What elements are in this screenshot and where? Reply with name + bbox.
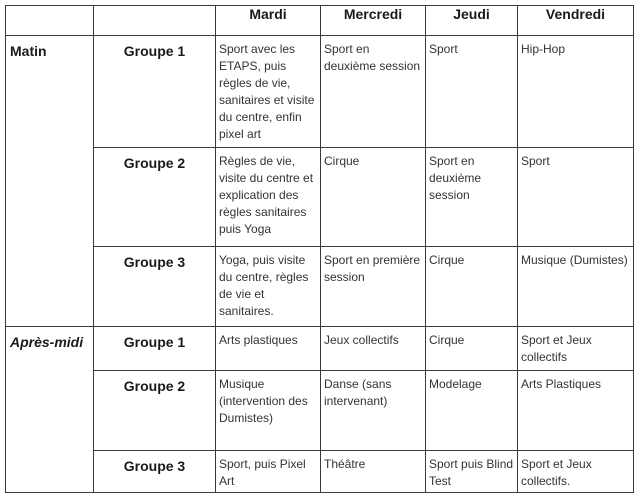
- activity-cell: Cirque: [321, 148, 426, 247]
- group-label: Groupe 2: [94, 371, 216, 451]
- table-row: [6, 148, 634, 247]
- table-row: [6, 451, 634, 493]
- day-header-jeudi: Jeudi: [426, 6, 518, 36]
- activity-cell: Sport avec les ETAPS, puis règles de vie, sanitaires et visite du centre, enfin pixel art: [216, 36, 321, 148]
- activity-cell: Cirque: [426, 327, 518, 371]
- table-row: [6, 247, 634, 327]
- activity-cell: Sport en deuxième session: [321, 36, 426, 148]
- empty-corner-cell: [6, 6, 94, 36]
- activity-cell: Jeux collectifs: [321, 327, 426, 371]
- activity-cell: Arts plastiques: [216, 327, 321, 371]
- activity-cell: Sport et Jeux collectifs.: [518, 451, 634, 493]
- group-label: Groupe 2: [94, 148, 216, 247]
- day-header-mercredi: Mercredi: [321, 6, 426, 36]
- activity-cell: Sport puis Blind Test: [426, 451, 518, 493]
- group-label: Groupe 1: [94, 36, 216, 148]
- period-label-matin: Matin: [6, 36, 94, 327]
- empty-group-header-cell: [94, 6, 216, 36]
- activity-cell: Sport et Jeux collectifs: [518, 327, 634, 371]
- activity-cell: Règles de vie, visite du centre et explication des règles sanitaires puis Yoga: [216, 148, 321, 247]
- group-label: Groupe 3: [94, 451, 216, 493]
- activity-cell: Sport en première session: [321, 247, 426, 327]
- header-row: [6, 6, 634, 36]
- activity-cell: Arts Plastiques: [518, 371, 634, 451]
- group-label: Groupe 3: [94, 247, 216, 327]
- day-header-vendredi: Vendredi: [518, 6, 634, 36]
- activity-cell: Danse (sans intervenant): [321, 371, 426, 451]
- activity-cell: Modelage: [426, 371, 518, 451]
- activity-cell: Hip-Hop: [518, 36, 634, 148]
- activity-cell: Sport: [426, 36, 518, 148]
- group-label: Groupe 1: [94, 327, 216, 371]
- activity-cell: Théâtre: [321, 451, 426, 493]
- activity-cell: Sport en deuxième session: [426, 148, 518, 247]
- activity-cell: Sport, puis Pixel Art: [216, 451, 321, 493]
- schedule-table: [5, 5, 634, 493]
- activity-cell: Musique (intervention des Dumistes): [216, 371, 321, 451]
- table-row: [6, 36, 634, 148]
- table-row: [6, 327, 634, 371]
- table-row: [6, 371, 634, 451]
- day-header-mardi: Mardi: [216, 6, 321, 36]
- activity-cell: Musique (Dumistes): [518, 247, 634, 327]
- activity-cell: Cirque: [426, 247, 518, 327]
- activity-cell: Sport: [518, 148, 634, 247]
- period-label-apres-midi: Après-midi: [6, 327, 94, 493]
- activity-cell: Yoga, puis visite du centre, règles de vie et sanitaires.: [216, 247, 321, 327]
